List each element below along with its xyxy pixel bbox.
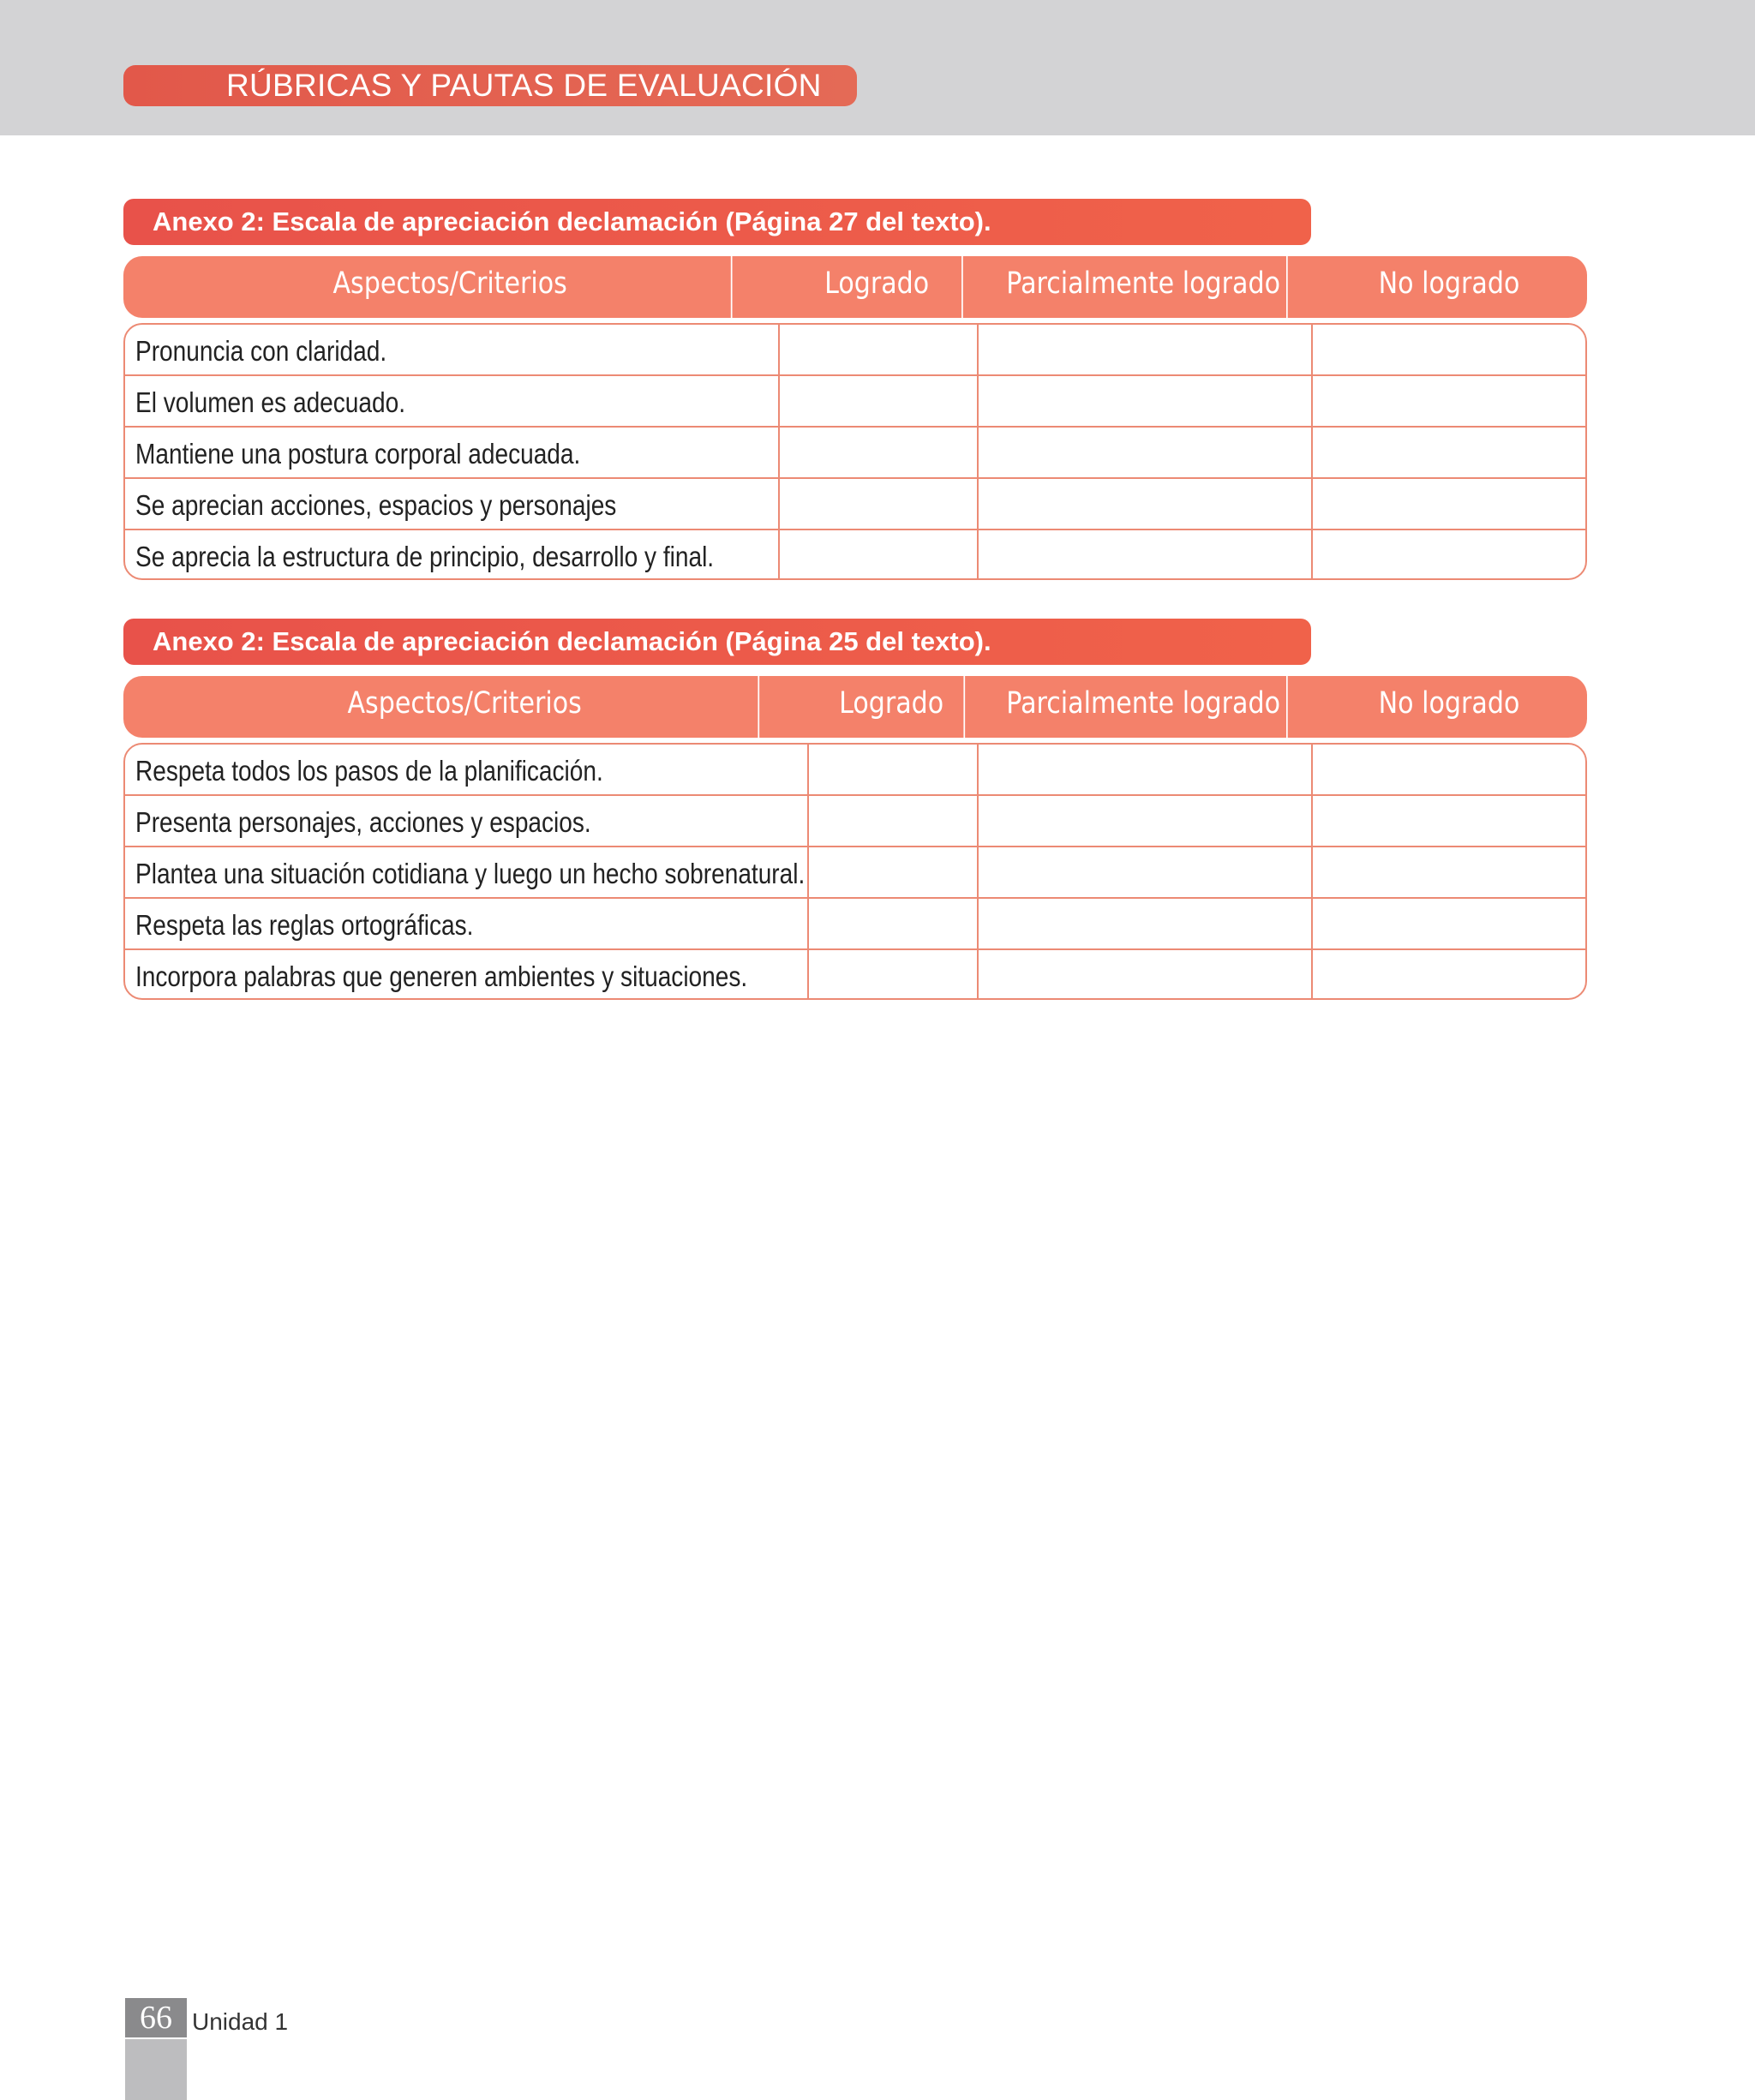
table2-header-row [123,676,1587,738]
cell-parcial[interactable] [979,796,1313,847]
cell-parcial[interactable] [979,428,1313,479]
cell-no-logrado[interactable] [1313,899,1587,950]
unit-label: Unidad 1 [192,2008,289,2035]
page-number: 66 [125,1998,187,2037]
row-criterion-text: Se aprecian acciones, espacios y personajes [135,489,617,521]
cell-logrado[interactable] [780,479,979,530]
row-criterion-text: Respeta todos los pasos de la planificación. [135,755,603,787]
table-row [125,325,1587,376]
row-criterion-text: Respeta las reglas ortográficas. [135,909,474,941]
row-criterion [125,745,809,796]
table1-title: Anexo 2: Escala de apreciación declamación (Página 27 del texto). [123,199,1311,245]
cell-no-logrado[interactable] [1313,428,1587,479]
table1-body [123,323,1587,580]
page-header [123,65,857,106]
table-row [125,530,1587,580]
table1-header-row [123,256,1587,318]
page-header-title: RÚBRICAS Y PAUTAS DE EVALUACIÓN [226,68,822,103]
row-criterion [125,325,780,376]
cell-parcial[interactable] [979,376,1313,428]
table-row [125,376,1587,428]
cell-parcial[interactable] [979,745,1313,796]
cell-logrado[interactable] [809,847,979,899]
cell-no-logrado[interactable] [1313,479,1587,530]
table2-title: Anexo 2: Escala de apreciación declamación (Página 25 del texto). [123,619,1311,665]
row-criterion-text: Mantiene una postura corporal adecuada. [135,438,581,470]
cell-logrado[interactable] [809,745,979,796]
cell-no-logrado[interactable] [1313,376,1587,428]
table2-col-parcial: Parcialmente logrado [1000,676,1287,738]
cell-logrado[interactable] [780,325,979,376]
cell-logrado[interactable] [780,428,979,479]
table2-col-criteria: Aspectos/Criterios [171,676,759,738]
row-criterion [125,428,780,479]
cell-no-logrado[interactable] [1313,325,1587,376]
table-row [125,847,1587,899]
row-criterion-text: Se aprecia la estructura de principio, desarrollo y final. [135,541,715,572]
row-criterion-text: El volumen es adecuado. [135,386,405,418]
table1-col-logrado: Logrado [792,256,963,318]
table-row [125,950,1587,1000]
row-criterion-text: Pronuncia con claridad. [135,335,387,367]
row-criterion [125,950,809,1000]
row-criterion [125,796,809,847]
cell-parcial[interactable] [979,325,1313,376]
table2-col-logrado: Logrado [819,676,965,738]
cell-logrado[interactable] [809,796,979,847]
cell-logrado[interactable] [780,530,979,580]
table-row [125,745,1587,796]
row-criterion [125,479,780,530]
table1-col-parcial: Parcialmente logrado [1000,256,1287,318]
table-row [125,428,1587,479]
table2-body [123,743,1587,1000]
footer-block [125,2039,187,2100]
table1-col-no-logrado: No logrado [1378,266,1520,301]
row-criterion [125,847,809,899]
cell-parcial[interactable] [979,479,1313,530]
cell-parcial[interactable] [979,530,1313,580]
row-criterion [125,899,809,950]
row-criterion-text: Presenta personajes, acciones y espacios. [135,806,591,838]
row-criterion [125,376,780,428]
row-criterion-text: Incorpora palabras que generen ambientes y situaciones. [135,960,748,992]
cell-parcial[interactable] [979,950,1313,1000]
row-criterion [125,530,780,580]
table1-col-criteria: Aspectos/Criterios [169,256,732,318]
cell-parcial[interactable] [979,847,1313,899]
cell-logrado[interactable] [809,899,979,950]
cell-no-logrado[interactable] [1313,530,1587,580]
table-row [125,899,1587,950]
cell-parcial[interactable] [979,899,1313,950]
table2-col-no-logrado: No logrado [1378,686,1520,721]
table-row [125,479,1587,530]
cell-no-logrado[interactable] [1313,950,1587,1000]
cell-no-logrado[interactable] [1313,796,1587,847]
cell-logrado[interactable] [780,376,979,428]
cell-no-logrado[interactable] [1313,847,1587,899]
table-row [125,796,1587,847]
row-criterion-text: Plantea una situación cotidiana y luego un hecho sobrenatural. [135,858,806,889]
cell-logrado[interactable] [809,950,979,1000]
cell-no-logrado[interactable] [1313,745,1587,796]
